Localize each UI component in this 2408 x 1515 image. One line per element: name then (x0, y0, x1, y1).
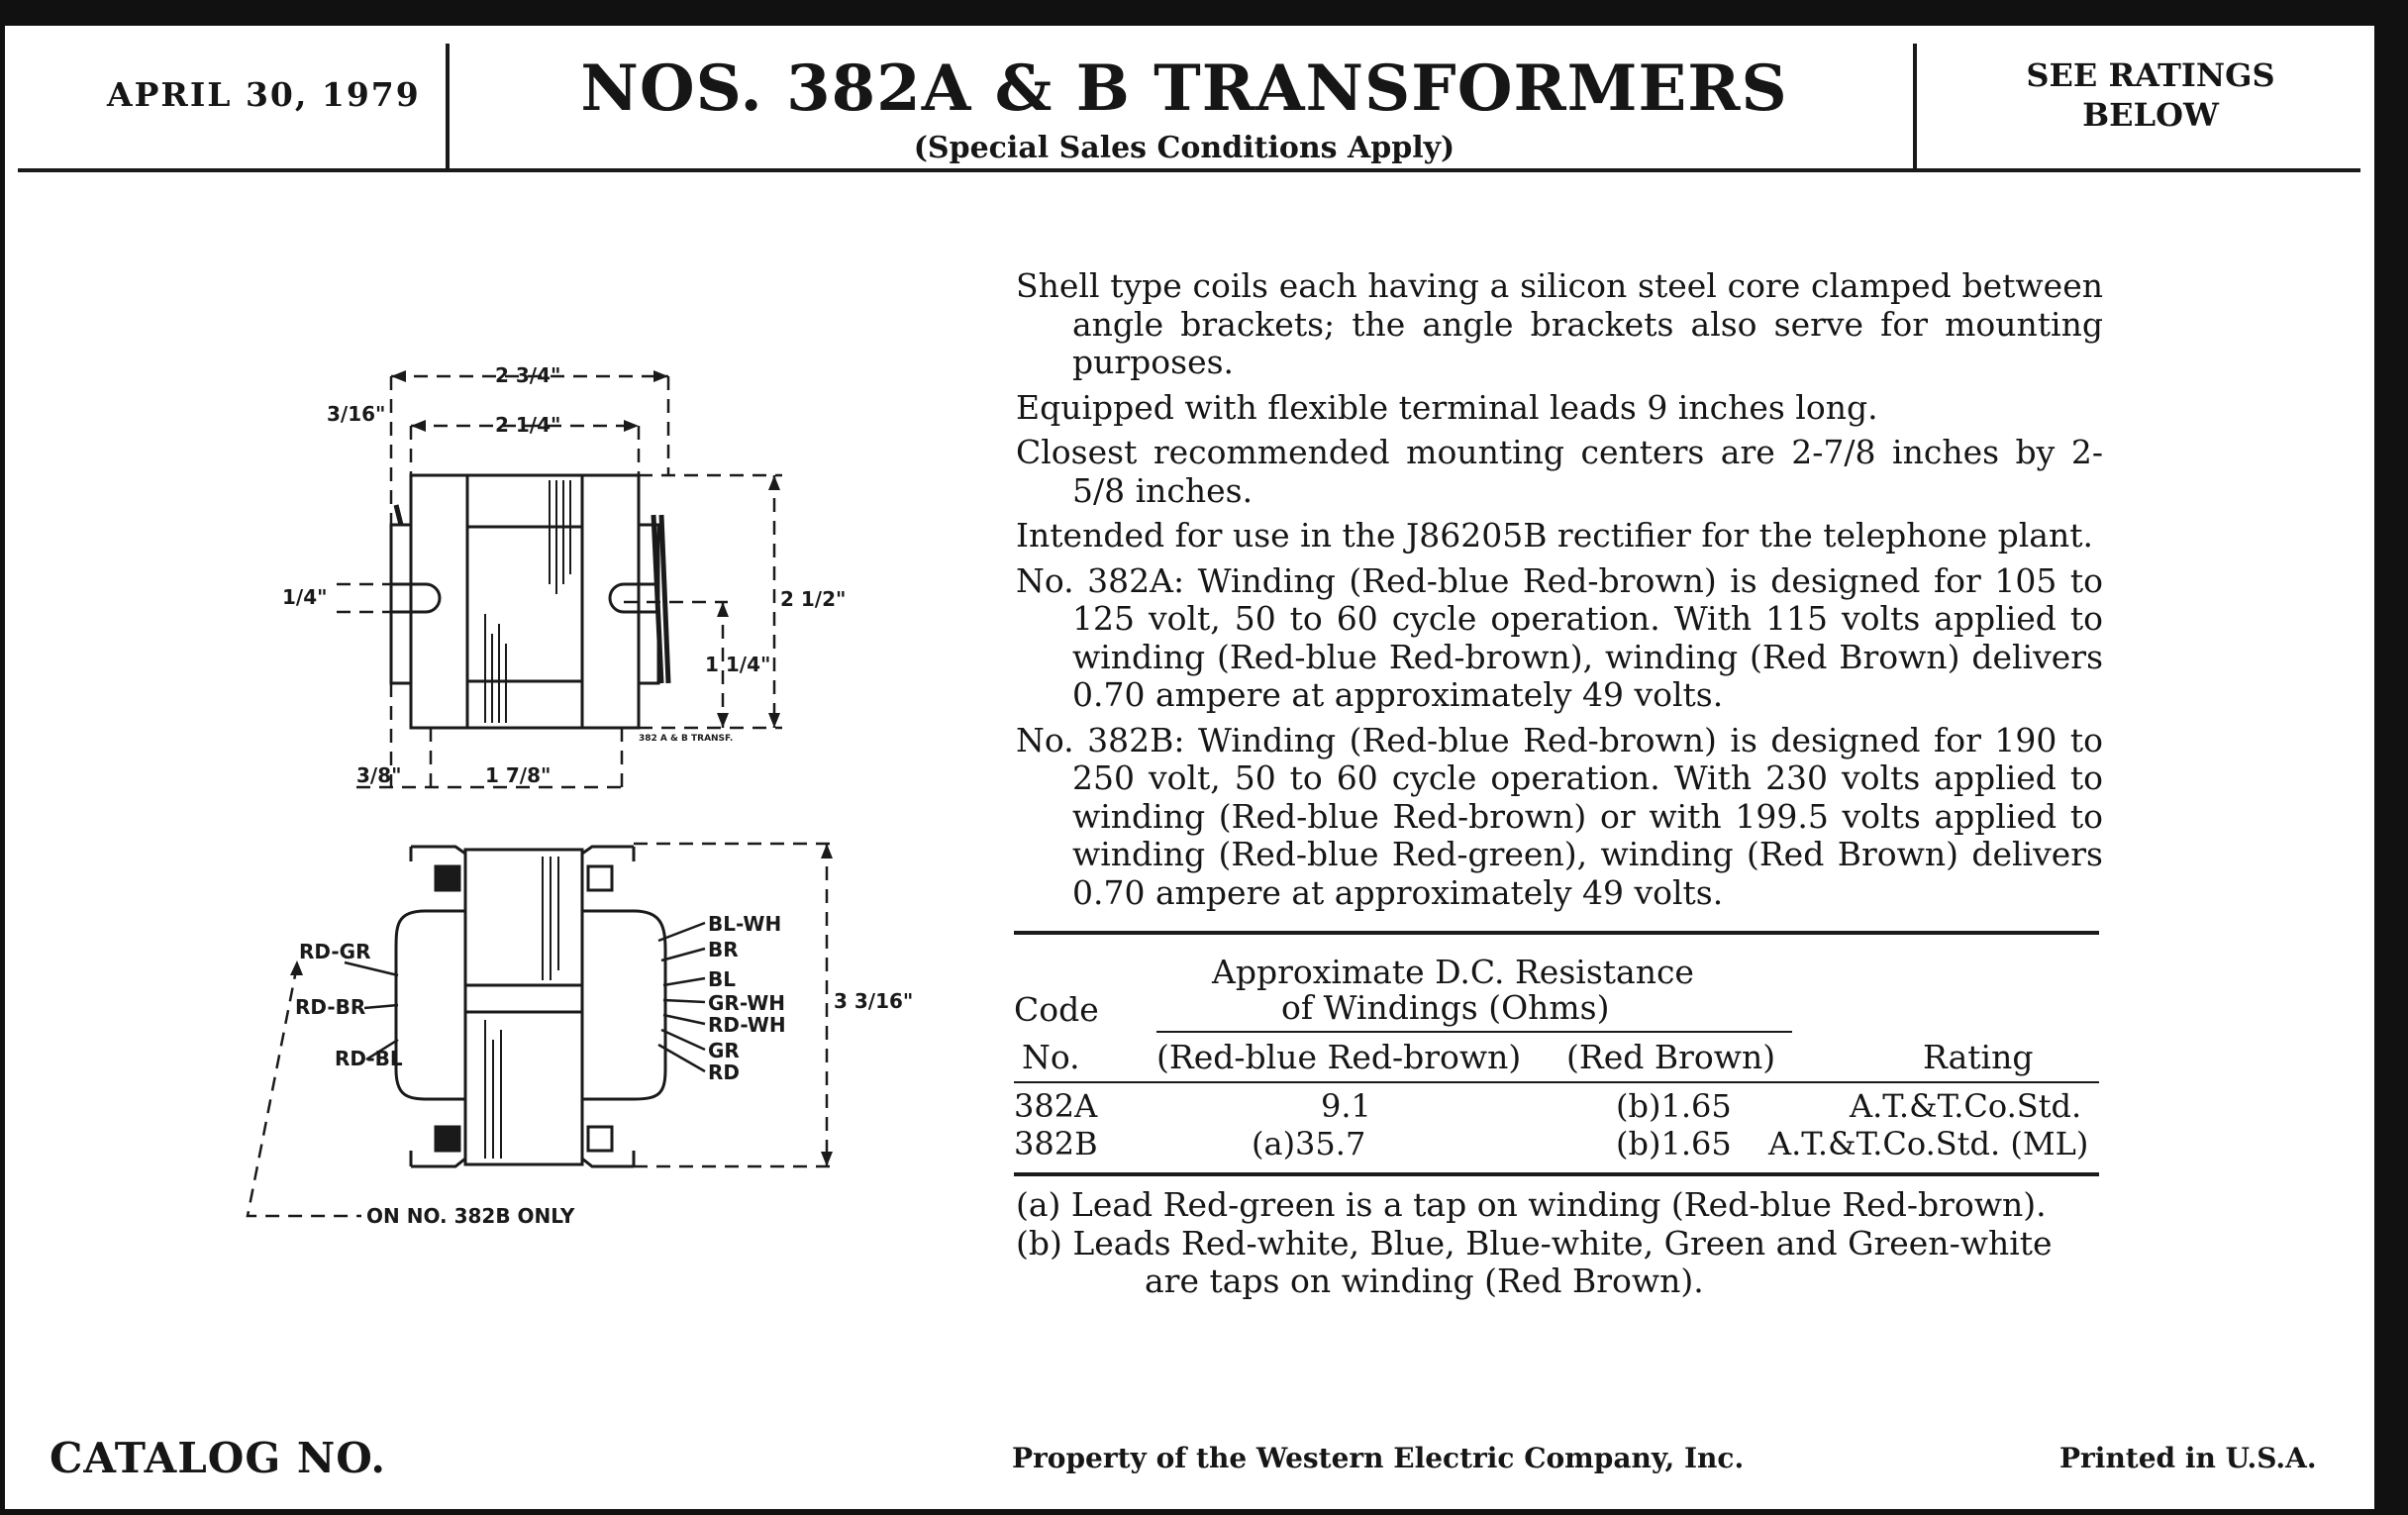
table-cell-rating: A.T.&T.Co.Std. (1850, 1087, 2082, 1125)
top-view-body (411, 475, 639, 728)
table-rule-header (1014, 1081, 2099, 1083)
note-b-line-2: are taps on winding (Red Brown). (1145, 1262, 1704, 1300)
table-header-redbrown: (Red Brown) (1566, 1038, 1776, 1076)
dim-slot: 1/4" (282, 585, 328, 609)
table-header-rating: Rating (1923, 1038, 2034, 1076)
catalog-number-label: CATALOG NO. (50, 1434, 387, 1482)
note-a: (a) Lead Red-green is a tap on winding (Red-blue Red-brown). (1016, 1185, 2047, 1224)
table-notes (1016, 1186, 2105, 1301)
dim-bottom-center: 1 7/8" (485, 763, 552, 787)
description-paragraph: No. 382A: Winding (Red-blue Red-brown) is designed for 105 to 125 volt, 50 to 60 cycle operation. With 115 volts applied to winding (Red-blue Red-brown), winding (Red Brown) delivers 0.70 ampere at approximately 49 volts. (1016, 560, 2103, 714)
lead-label-rd-wh: RD-WH (708, 1013, 786, 1037)
side-view-core (465, 850, 582, 1164)
page-title: NOS. 382A & B TRANSFORMERS (580, 51, 1788, 126)
lead-label-br: BR (708, 938, 739, 961)
lead-label-bl-wh: BL-WH (708, 912, 782, 936)
table-cell-code: 382A (1014, 1087, 1098, 1125)
lead-label-rd-gr: RD-GR (299, 940, 371, 963)
table-rule-bottom (1014, 1172, 2099, 1176)
lead-label-rd-br: RD-BR (295, 995, 366, 1019)
table-rule-top (1014, 931, 2099, 935)
side-view-right-coil (582, 911, 665, 1099)
lead-label-bl: BL (708, 967, 736, 991)
note-382b-only: ON NO. 382B ONLY (366, 1204, 575, 1228)
description (1016, 267, 2103, 919)
table-cell-redbrown: (b)1.65 (1616, 1087, 1732, 1125)
dim-side-height: 3 3/16" (834, 989, 914, 1013)
dim-slot-height: 1 1/4" (705, 653, 771, 676)
description-paragraph: Closest recommended mounting centers are 2-7/8 inches by 2-5/8 inches. (1016, 433, 2103, 510)
dim-top-outer: 2 3/4" (495, 363, 561, 387)
table-header-code: Code (1014, 990, 1099, 1029)
table-rule-span (1156, 1031, 1792, 1033)
table-cell-redblue: (a)35.7 (1252, 1125, 1366, 1162)
description-paragraph: Shell type coils each having a silicon steel core clamped between angle brackets; the angle brackets also serve for mounting purposes. (1016, 266, 2103, 381)
description-paragraph: No. 382B: Winding (Red-blue Red-brown) is designed for 190 to 250 volt, 50 to 60 cycle operation. With 230 volts applied to winding (Red-blue Red-brown) or with 199.5 volts applied to winding (Red-blue Red-green), winding (Red Brown) delivers 0.70 ampere at approximately 49 volts. (1016, 720, 2103, 912)
lead-label-gr-wh: GR-WH (708, 991, 786, 1015)
printed-in: Printed in U.S.A. (2059, 1442, 2317, 1474)
table-cell-rating: A.T.&T.Co.Std. (ML) (1768, 1125, 2089, 1162)
description-paragraph: Equipped with flexible terminal leads 9 inches long. (1016, 387, 1878, 427)
side-view-left-coil (396, 911, 465, 1099)
table-cell-redblue: 9.1 (1321, 1087, 1371, 1125)
lead-label-gr: GR (708, 1039, 740, 1062)
drawing-tiny-label: 382 A & B TRANSF. (639, 734, 734, 744)
issue-date: APRIL 30, 1979 (107, 75, 421, 114)
description-paragraph: Intended for use in the J86205B rectifier for the telephone plant. (1016, 516, 2093, 555)
table-header-redblue: (Red-blue Red-brown) (1156, 1038, 1522, 1076)
dim-height: 2 1/2" (780, 587, 847, 611)
page-subtitle: (Special Sales Conditions Apply) (913, 131, 1455, 165)
ratings-note-line-1: SEE RATINGS (2026, 56, 2275, 94)
table-cell-redbrown: (b)1.65 (1616, 1125, 1732, 1162)
lead-label-rd-bl: RD-BL (335, 1047, 403, 1070)
table-header-resistance-1: Approximate D.C. Resistance (1212, 953, 1694, 991)
dim-bracket: 3/16" (327, 402, 386, 426)
table-header-resistance-2: of Windings (Ohms) (1281, 988, 1610, 1027)
dim-top-inner: 2 1/4" (495, 413, 561, 437)
lead-label-rd: RD (708, 1060, 741, 1084)
note-b-line-1: (b) Leads Red-white, Blue, Blue-white, Green and Green-white (1016, 1223, 2053, 1262)
table-cell-code: 382B (1014, 1125, 1098, 1162)
property-notice: Property of the Western Electric Company, Inc. (1012, 1442, 1745, 1474)
ratings-note-line-2: BELOW (2082, 96, 2219, 134)
dim-bottom-left: 3/8" (356, 763, 402, 787)
table-header-no: No. (1022, 1038, 1080, 1076)
